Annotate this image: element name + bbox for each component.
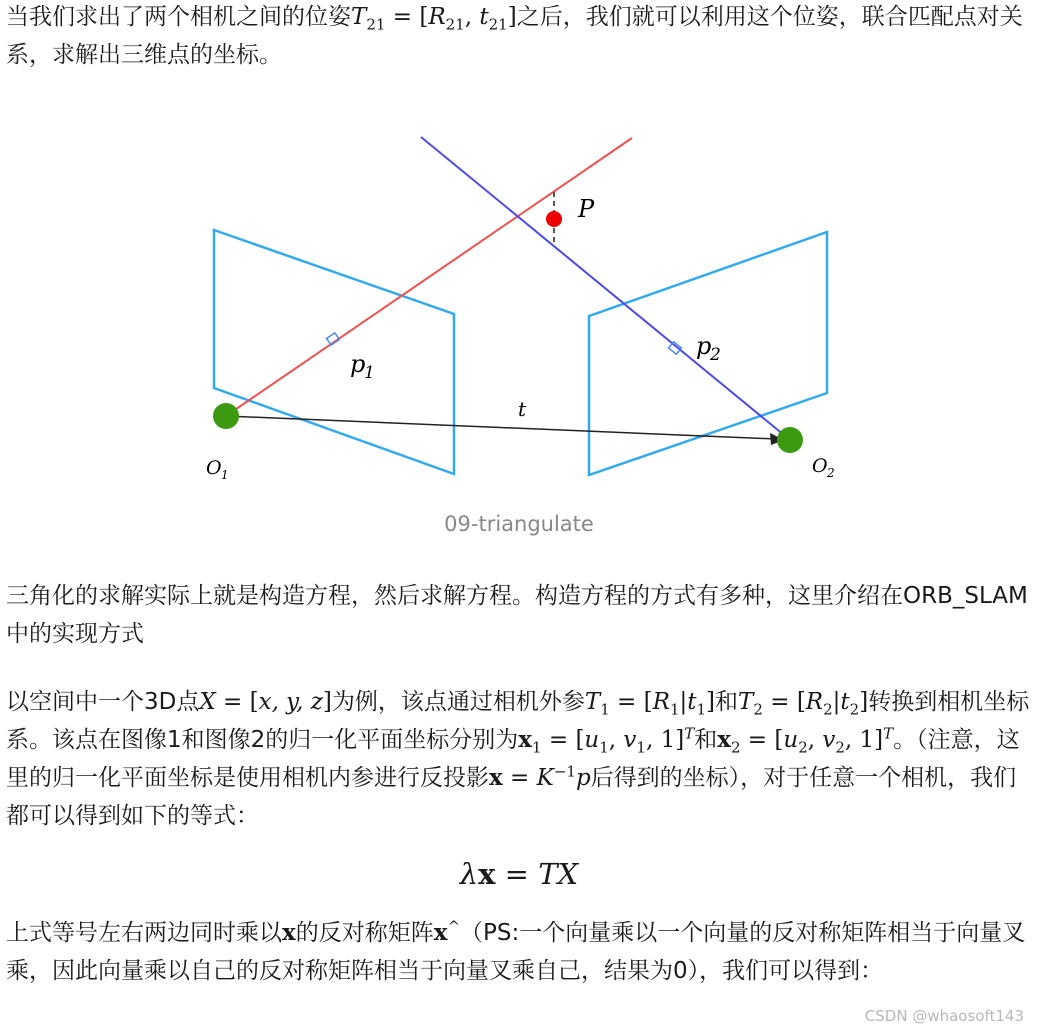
text: 和 [715,689,739,715]
intro-text: 之后，我们就可以利用这个位姿，联合匹配点对关系，求解出三维点的坐标。 [6,4,1023,68]
math-sub: 1 [599,738,609,757]
math-sub: 2 [835,738,845,757]
math-u2: u [783,727,799,753]
label-p2: p [696,332,712,360]
math-op: | [679,689,688,715]
math-xyz: x, y, z [258,689,323,715]
label-p1: p [350,350,366,378]
math-R1: R [652,689,670,715]
math-hat: ^ [447,917,461,936]
math-x: x [282,919,296,946]
math-sup: −1 [553,762,576,781]
math-t1: t [687,689,697,715]
math-sub: 2 [849,700,860,719]
math-T1: T [584,689,601,715]
equation-lambda-x [0,857,1038,891]
math-R2: R [805,689,824,715]
math-op: | [832,689,841,715]
math-sub: 1 [669,700,680,719]
math-op: , [608,727,624,753]
label-O2-sub: 2 [827,466,835,480]
text: 后得到的坐标），对于任意一个相机，我们都可以得到如下的等式： [6,765,1017,829]
math-x: x [489,764,503,791]
math-T2: T [738,689,754,715]
math-op: , [807,727,823,753]
text: 的反对称矩阵 [295,920,434,946]
text: 。（注意，这里的归一化平面坐标是使用相机内参进行反投影 [6,727,1020,791]
math-sub: 1 [532,738,542,757]
math-v1: v [623,727,637,753]
text: 以空间中一个3D点 [6,689,200,715]
label-p2-sub: 2 [710,345,721,365]
math-op: ] [322,689,332,715]
math-sub: 1 [636,738,646,757]
math-sub: 2 [730,738,741,757]
math-sub: 21 [488,15,508,34]
label-O1-sub: 1 [221,468,229,482]
label-O1: O [206,457,222,479]
math-lambda: λ [459,857,479,891]
math-op: , 1] [645,727,685,753]
math-sub: 2 [823,700,833,719]
math-t2: t [840,689,850,715]
math-op: = [ [740,727,784,753]
text: 为例，该点通过相机外参 [331,689,585,715]
math-sub: 1 [696,700,707,719]
figure-caption: 09-triangulate [444,512,594,536]
math-t: t [479,4,489,30]
math-sup: T [883,724,894,743]
paragraph-2: 三角化的求解实际上就是构造方程，然后求解方程。构造方程的方式有多种，这里介绍在ORB_SLAM中的实现方式 [6,583,1028,647]
ray-2 [421,137,790,440]
math-K: K [536,765,554,791]
text: 和 [694,727,718,753]
math-op: ] [507,4,517,30]
math-p: p [575,765,591,791]
watermark: CSDN @whaosoft143 [864,1007,1024,1025]
math-sub: 2 [798,738,808,757]
label-t: t [518,397,527,421]
math-u1: u [584,727,600,753]
image-plane-1 [214,230,454,474]
camera-center-O2 [777,427,803,453]
math-op: , 1] [844,727,884,753]
math-x: x [478,857,496,891]
math-op: = [ [215,689,259,715]
intro-paragraph [6,0,1032,74]
math-v2: v [822,727,836,753]
math-sub: 21 [366,15,386,34]
text: （PS:一个向量乘以一个向量的反对称矩阵相当于向量叉乘，因此向量乘以自己的反对称矩阵相当于向量叉乘自己，结果为0），我们可以得到： [6,920,1026,984]
triangulation-diagram [0,120,1038,500]
paragraph-4 [6,914,1032,990]
camera-center-O1 [213,403,239,429]
math-T: T [351,4,367,30]
math-op: = [502,765,537,791]
math-sup: T [684,724,695,743]
math-sub: 1 [600,700,610,719]
math-op: = [ [609,689,653,715]
math-op: , [464,4,480,30]
math-sub: 21 [445,15,465,34]
text: 转换到相机坐标系。该点在图像1和图像2的归一化平面坐标分别为 [6,689,1030,753]
math-op: = [ [762,689,806,715]
math-X: X [199,689,216,715]
math-op: ] [706,689,716,715]
math-op: = [495,857,539,891]
math-x: x [433,919,448,946]
math-x1: x [518,726,532,753]
math-R: R [428,4,446,30]
paragraph-3 [6,683,1032,835]
intro-text: 当我们求出了两个相机之间的位姿 [6,4,351,30]
math-op: = [ [541,727,585,753]
text: 上式等号左右两边同时乘以 [6,920,282,946]
math-op: ] [859,689,869,715]
point-P [546,211,562,227]
ray-1 [226,138,632,416]
math-x2: x [717,726,731,753]
label-P: P [578,195,595,223]
math-op: = [ [385,4,429,30]
math-sub: 2 [753,700,763,719]
baseline-arrow [226,416,776,439]
label-p1-sub: 1 [364,363,375,383]
label-O2: O [812,455,828,477]
math-TX: TX [538,857,579,891]
triangulation-figure [0,120,1038,500]
